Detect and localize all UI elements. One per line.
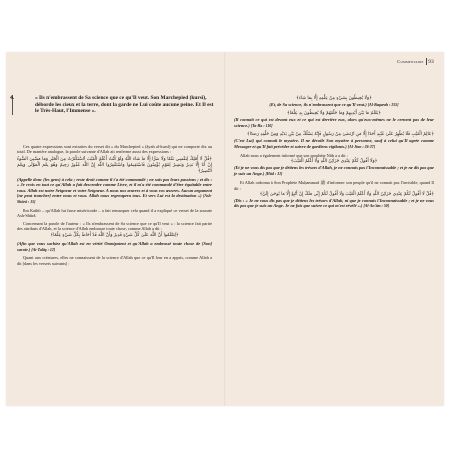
page-number: 93	[428, 58, 434, 65]
arabic-verse: ﴿قُلْ لَا أَقُولُ لَكُمْ عِنْدِي خَزَائِنُ اللَّهِ وَلَا أَعْلَمُ الْغَيْبَ وَلَا أَقُولُ لَكُمْ إِنِّي مَلَكٌ إِنْ أَتَّبِعُ إِلَّا مَا يُوحَىٰ إِلَيَّ﴾	[259, 192, 434, 198]
right-body	[234, 96, 434, 210]
right-page	[225, 52, 444, 406]
verse-translation: (Appelle donc (les gens) à cela ; reste droit comme il t'a été commandé ; ne suis pas leurs passions ; et dis : « Je crois en tout ce qu'Allah a fait descendre comme Livre, et il m'a été commandé d'être équitable entre vous. Allah est notre Seigneur et votre Seigneur. A nous nos œuvres et à vous vos œuvres. Aucun argument [ne peut trancher] entre nous et vous. Allah nous regroupera tous. Et vers Lui est la destination ») [Ash-Shûrâ : 15]	[17, 176, 212, 205]
verse-translation: (Il connaît ce qui est devant eux et ce qui est derrière eux, alors qu'eux-mêmes ne le cernent pas de leur science.) [Ta-Ha : 110]	[234, 117, 434, 128]
verse-translation: (Afin que vous sachiez qu'Allah est en vérité Omnipotent et qu'Allah a embrassé toute chose de [Son] savoir.) [At-Talâq : 12]	[17, 241, 212, 252]
left-body	[17, 144, 212, 266]
book-spread	[6, 52, 444, 406]
verse-reference: [Al-Jinn : 26-27]	[347, 144, 376, 149]
arabic-verse: ﴿لِتَعْلَمُوا أَنَّ اللَّهَ عَلَىٰ كُلِّ شَيْءٍ قَدِيرٌ وَأَنَّ اللَّهَ قَدْ أَحَاطَ بِكُلِّ شَيْءٍ عِلْمًا﴾	[50, 233, 179, 239]
verse-translation: (Et je ne vous dis pas que je détiens les trésors d'Allah, je ne connais pas l'Inconnaissable ; et je ne dis pas que je suis un Ange.) [Hûd : 31]	[234, 165, 434, 176]
arabic-verse: ﴿يَعْلَمُ مَا بَيْنَ أَيْدِيهِمْ وَمَا خَلْفَهُمْ وَلَا يُحِيطُونَ بِهِ عِلْمًا﴾	[287, 111, 381, 117]
arabic-verse: ﴿وَلَا يُحِيطُونَ بِشَيْءٍ مِنْ عِلْمِهِ إِلَّا بِمَا شَاءَ﴾	[296, 96, 372, 101]
item-number: 4.	[10, 95, 15, 101]
paragraph: Et Allah ordonna à Son Prophète Muḥammad ﷺ d'informer son peuple qu'il ne connait pas l'invisible, quand Il dit :	[234, 180, 434, 191]
verse-reference: [At-Talâq : 12]	[31, 247, 56, 252]
paragraph: Concernant la parole de l'auteur : « Ils n'embrassent de Sa science que ce qu'Il veut » : la science fait partie des attributs d'Allah, et la science d'Allah embrasse toute chose, comme Allah a dit :	[17, 220, 212, 232]
quoted-item	[12, 95, 215, 115]
paragraph: Quant aux créatures, elles ne connaissent de la science d'Allah que ce qu'Il leur en a appris, comme Allah a dit [dans les versets suivants] :	[17, 255, 212, 266]
verse-translation: (Et, de Sa science, ils n'embrassent que ce qu'Il veut.) [Al-Baqarah : 255]	[269, 102, 399, 107]
verse-reference: [Ash-Shûrâ : 15]	[17, 194, 212, 205]
running-header	[397, 58, 434, 65]
header-separator	[426, 58, 427, 65]
verse-reference: [Al-An'âm : 50]	[363, 204, 390, 209]
header-title: Commentaire	[397, 59, 424, 64]
verse-translation: (C'est Lui) qui connaît le mystère. Il ne dévoile Son mystère à personne, sauf à celui qu'Il agrée comme Messager et qu'Il fait précéder et suivre de gardiens vigilants.) [Al-Jinn : 26-27]	[234, 138, 434, 149]
arabic-verse: ﴿وَلَا أَقُولُ لَكُمْ عِنْدِي خَزَائِنُ اللَّهِ وَلَا أَعْلَمُ الْغَيْبَ﴾	[290, 159, 378, 165]
verse-reference: [Al-Baqarah : 255]	[367, 103, 399, 107]
left-page	[6, 52, 225, 406]
verse-translation: (Dis : « Je ne vous dis pas que je détiens les trésors d'Allah, ni que je connais l'Inconnaissable ; et je ne vous dis pas que je suis un Ange. Je ne fais que suivre ce qui m'est révélé ».) [Al-An'âm : 50]	[234, 198, 434, 209]
paragraph: Allah nous a également informé que son prophète Nûḥ a a dit :	[240, 153, 348, 159]
verse-reference: [Ta-Ha : 110]	[250, 123, 273, 128]
arabic-verse: ﴿عَالِمُ الْغَيْبِ فَلَا يُظْهِرُ عَلَىٰ غَيْبِهِ أَحَدًا إِلَّا مَنِ ارْتَضَىٰ مِنْ رَسُولٍ فَإِنَّهُ يَسْلُكُ مِنْ بَيْنِ يَدَيْهِ وَمِنْ خَلْفِهِ رَصَدًا﴾	[247, 132, 434, 138]
verse-reference: [Hûd : 31]	[265, 171, 283, 176]
item-text: « Ils n'embrassent de Sa science que ce qu'Il veut. Son Marchepied (kursî), déborde les cieux et la terre, dont la garde ne Lui coûte aucune peine. Et Il est le Très-Haut, l'Immense ».	[35, 95, 214, 115]
arabic-verse: ﴿قُلْ لَا أَمْلِكُ لِنَفْسِي نَفْعًا وَلَا ضَرًّا إِلَّا مَا شَاءَ اللَّهُ وَلَوْ كُنْتُ أَعْلَمُ الْغَيْبَ لَاسْتَكْثَرْتُ مِنَ الْخَيْرِ وَمَا مَسَّنِيَ السُّوءُ إِنْ أَنَا إِلَّا نَذِيرٌ وَبَشِيرٌ لِقَوْمٍ يُؤْمِنُونَ فَاسْتَقِيمُوا وَاسْتَغْفِرُوا اللَّهَ إِنَّ اللَّهَ غَفُورٌ رَحِيمٌ وَهُوَ نِعْمَ الْمَوْلَى وَنِعْمَ النَّصِيرُ﴾	[17, 156, 212, 174]
paragraph: Ibn Kathîr – qu'Allah lui fasse miséricorde – a fait remarquer cela quand il a expliqué ce verset de la sourate Ash-Shûrâ.	[17, 207, 212, 219]
paragraph: Ces quatre expressions sont extraites du verset dit « du Marchepied » (âyah al-kursî) qui ne comporte dix au total. De manière analogue, la parole suivante d'Allah ait renferme aussi des expressions :	[17, 144, 212, 155]
